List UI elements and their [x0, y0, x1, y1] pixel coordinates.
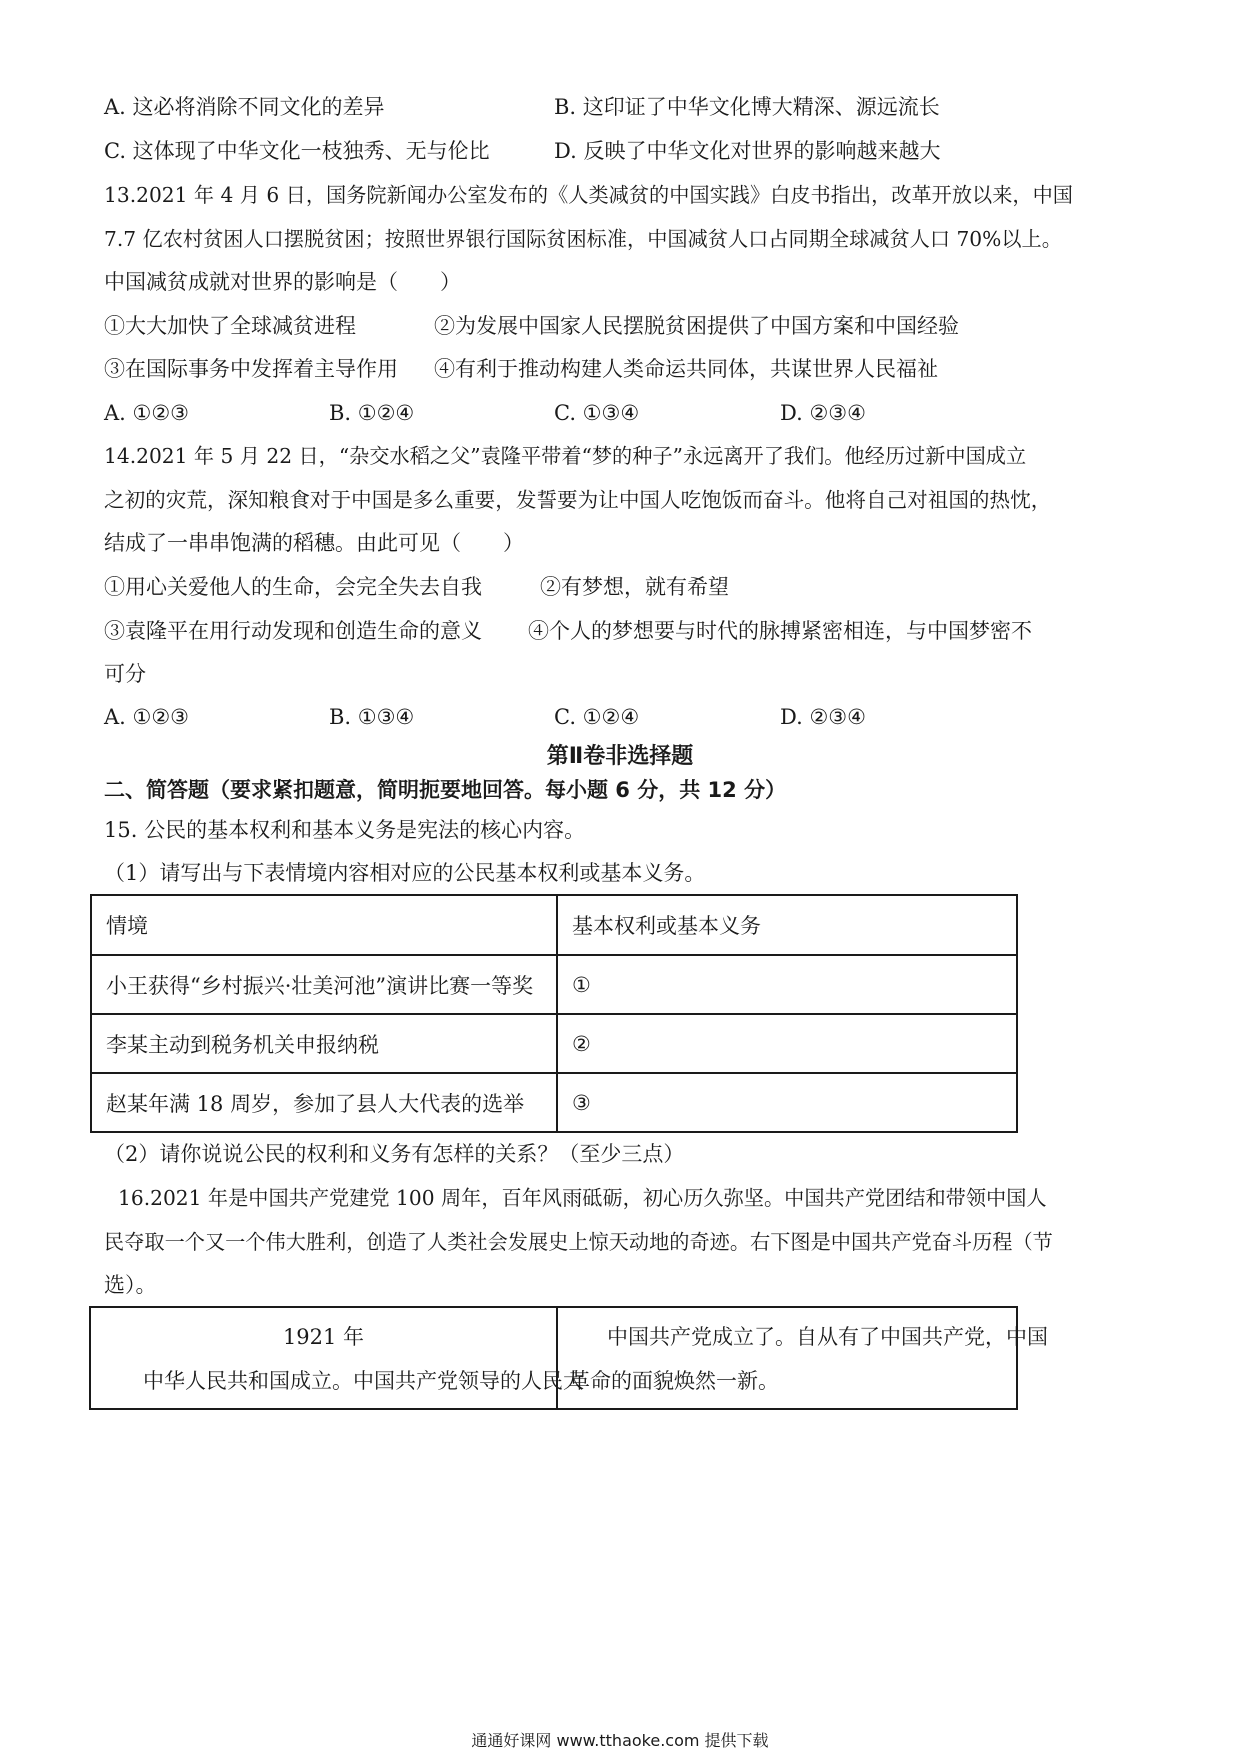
q16-stem-line-1: 16.2021 年是中国共产党建党 100 周年，百年风雨砥砺，初心历久弥坚。中国共产党团结和带领中国人 [118, 1186, 1047, 1210]
table-cell-scenario: 赵某年满 18 周岁，参加了县人大代表的选举 [91, 1073, 557, 1132]
section-heading: 二、简答题（要求紧扣题意，简明扼要地回答。每小题 6 分，共 12 分） [104, 778, 787, 802]
timeline-left-text: 中华人民共和国成立。中国共产党领导的人民大 [143, 1369, 584, 1393]
q15-stem: 15. 公民的基本权利和基本义务是宪法的核心内容。 [104, 818, 586, 842]
table-row [91, 1014, 1017, 1073]
timeline-year: 1921 年 [282, 1325, 365, 1349]
table-cell-scenario: 小王获得“乡村振兴·壮美河池”演讲比赛一等奖 [91, 955, 557, 1014]
q12-option-c: C. 这体现了中华文化一枝独秀、无与伦比 [104, 139, 490, 163]
q15-table [90, 894, 1018, 1133]
q13-statement-2: ②为发展中国家人民摆脱贫困提供了中国方案和中国经验 [434, 314, 959, 338]
table-header-right-duty: 基本权利或基本义务 [557, 895, 1017, 955]
q12-option-d: D. 反映了中华文化对世界的影响越来越大 [554, 139, 941, 163]
q12-option-b: B. 这印证了中华文化博大精深、源远流长 [554, 95, 940, 119]
table-cell-answer: ③ [557, 1073, 1017, 1132]
q16-stem-line-3: 选）。 [104, 1273, 157, 1297]
table-cell-answer: ① [557, 955, 1017, 1014]
q13-stem-line-1: 13.2021 年 4 月 6 日，国务院新闻办公室发布的《人类减贫的中国实践》白皮书指出，改革开放以来，中国 [104, 183, 1073, 207]
timeline-right-line-1: 中国共产党成立了。自从有了中国共产党，中国 [607, 1325, 1048, 1349]
q13-statement-1: ①大大加快了全球减贫进程 [104, 314, 356, 338]
table-header-scenario: 情境 [91, 895, 557, 955]
table-row [91, 1073, 1017, 1132]
q13-option-b: B. ①②④ [329, 401, 415, 425]
timeline-box [89, 1306, 1048, 1410]
timeline-right-line-2: 革命的面貌焕然一新。 [569, 1369, 779, 1393]
q14-option-c: C. ①②④ [554, 705, 640, 729]
section-title: 第Ⅱ卷非选择题 [546, 744, 694, 769]
q14-option-a: A. ①②③ [104, 705, 189, 729]
page-footer: 通通好课网 www.tthaoke.com 提供下载 [471, 1731, 769, 1750]
q13-stem-line-3: 中国减贫成就对世界的影响是（ ） [104, 270, 461, 294]
table-cell-scenario: 李某主动到税务机关申报纳税 [91, 1014, 557, 1073]
table-row [91, 955, 1017, 1014]
q14-stem-line-1: 14.2021 年 5 月 22 日，“杂交水稻之父”袁隆平带着“梦的种子”永远离开了我们。他经历过新中国成立 [104, 444, 1027, 468]
q13-stem-line-2: 7.7 亿农村贫困人口摆脱贫困；按照世界银行国际贫困标准，中国减贫人口占同期全球减贫人口 70%以上。 [104, 227, 1062, 251]
q15-part-2: （2）请你说说公民的权利和义务有怎样的关系？（至少三点） [104, 1142, 685, 1166]
q13-option-a: A. ①②③ [104, 401, 189, 425]
q13-option-c: C. ①③④ [554, 401, 640, 425]
q14-statement-1: ①用心关爱他人的生命，会完全失去自我 [104, 575, 482, 599]
q14-stem-line-2: 之初的灾荒，深知粮食对于中国是多么重要，发誓要为让中国人吃饱饭而奋斗。他将自己对祖国的热忱， [104, 488, 1052, 512]
q15-part-1: （1）请写出与下表情境内容相对应的公民基本权利或基本义务。 [104, 861, 706, 885]
q14-option-d: D. ②③④ [780, 705, 866, 729]
q14-statement-3: ③袁隆平在用行动发现和创造生命的意义 [104, 619, 482, 643]
q13-statement-3: ③在国际事务中发挥着主导作用 [104, 357, 398, 381]
table-cell-answer: ② [557, 1014, 1017, 1073]
q14-stem-line-3: 结成了一串串饱满的稻穗。由此可见（ ） [104, 531, 524, 555]
q14-statement-4: ④个人的梦想要与时代的脉搏紧密相连，与中国梦密不 [528, 619, 1032, 643]
q14-option-b: B. ①③④ [329, 705, 415, 729]
q12-option-a: A. 这必将消除不同文化的差异 [104, 95, 385, 119]
q16-stem-line-2: 民夺取一个又一个伟大胜利，创造了人类社会发展史上惊天动地的奇迹。右下图是中国共产党奋斗历程（节 [104, 1230, 1053, 1254]
table-header-row [91, 895, 1017, 955]
q14-statement-4-cont: 可分 [104, 662, 146, 686]
q14-statement-2: ②有梦想，就有希望 [540, 575, 729, 599]
q13-statement-4: ④有利于推动构建人类命运共同体，共谋世界人民福祉 [434, 357, 938, 381]
q13-option-d: D. ②③④ [780, 401, 866, 425]
